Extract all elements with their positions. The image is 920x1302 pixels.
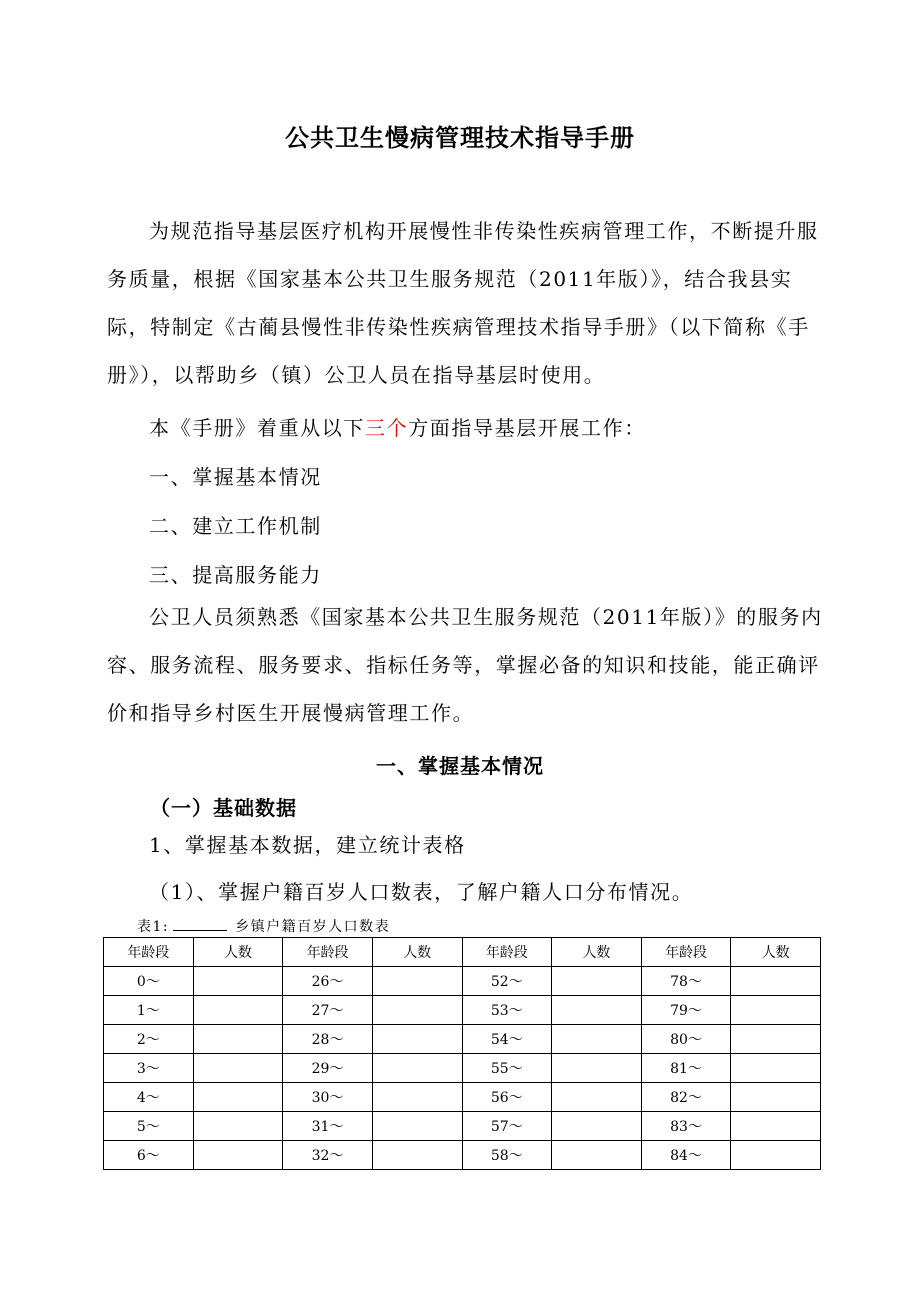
focus-line — [149, 412, 646, 441]
age-group-cell: 30～ — [283, 1083, 373, 1112]
count-cell[interactable] — [552, 1141, 642, 1170]
document-title: 公共卫生慢病管理技术指导手册 — [285, 123, 635, 152]
count-cell[interactable] — [372, 1141, 462, 1170]
count-cell[interactable] — [372, 1083, 462, 1112]
count-cell[interactable] — [731, 1141, 821, 1170]
count-cell[interactable] — [372, 1112, 462, 1141]
age-group-cell: 26～ — [283, 967, 373, 996]
age-group-cell: 29～ — [283, 1054, 373, 1083]
count-cell[interactable] — [193, 1025, 283, 1054]
table-header-cell: 人数 — [731, 938, 821, 967]
age-group-cell: 82～ — [641, 1083, 731, 1112]
count-cell[interactable] — [193, 996, 283, 1025]
caption-prefix: 表1: — [137, 919, 170, 935]
section-heading: 一、掌握基本情况 — [376, 754, 544, 778]
count-cell[interactable] — [372, 1025, 462, 1054]
age-group-cell: 80～ — [641, 1025, 731, 1054]
age-group-cell: 28～ — [283, 1025, 373, 1054]
aspect-3: 三、提高服务能力 — [149, 563, 322, 587]
item-1: 1、掌握基本数据，建立统计表格 — [149, 833, 466, 857]
caption-blank-field — [173, 916, 227, 931]
count-cell[interactable] — [372, 1054, 462, 1083]
table-row — [104, 1083, 821, 1112]
age-group-cell: 27～ — [283, 996, 373, 1025]
aspect-1: 一、掌握基本情况 — [149, 465, 322, 489]
count-cell[interactable] — [731, 1025, 821, 1054]
age-group-cell: 81～ — [641, 1054, 731, 1083]
focus-text-before: 本《手册》着重从以下 — [149, 416, 365, 440]
count-cell[interactable] — [731, 967, 821, 996]
count-cell[interactable] — [372, 996, 462, 1025]
count-cell[interactable] — [193, 1054, 283, 1083]
age-group-cell: 2～ — [104, 1025, 194, 1054]
count-cell[interactable] — [552, 967, 642, 996]
table-header-cell: 年龄段 — [641, 938, 731, 967]
table-header-cell: 人数 — [193, 938, 283, 967]
count-cell[interactable] — [193, 967, 283, 996]
focus-highlight: 三个 — [365, 416, 409, 440]
table-row — [104, 1141, 821, 1170]
count-cell[interactable] — [731, 996, 821, 1025]
table-header-row — [104, 938, 821, 967]
count-cell[interactable] — [193, 1141, 283, 1170]
focus-text-after: 方面指导基层开展工作： — [408, 416, 646, 440]
count-cell[interactable] — [731, 1112, 821, 1141]
table-row — [104, 1025, 821, 1054]
count-cell[interactable] — [552, 1083, 642, 1112]
age-group-cell: 58～ — [462, 1141, 552, 1170]
item-1-1: （1）、掌握户籍百岁人口数表，了解户籍人口分布情况。 — [149, 880, 694, 904]
age-group-cell: 6～ — [104, 1141, 194, 1170]
age-group-cell: 84～ — [641, 1141, 731, 1170]
age-group-cell: 3～ — [104, 1054, 194, 1083]
table-row — [104, 1054, 821, 1083]
table-header-cell: 年龄段 — [104, 938, 194, 967]
caption-suffix: 乡镇户籍百岁人口数表 — [235, 919, 391, 935]
age-group-cell: 4～ — [104, 1083, 194, 1112]
count-cell[interactable] — [552, 1112, 642, 1141]
table-row — [104, 1112, 821, 1141]
age-group-cell: 32～ — [283, 1141, 373, 1170]
age-group-cell: 83～ — [641, 1112, 731, 1141]
count-cell[interactable] — [372, 967, 462, 996]
subsection-heading: （一）基础数据 — [150, 796, 297, 820]
aspect-2: 二、建立工作机制 — [149, 514, 322, 538]
count-cell[interactable] — [552, 1025, 642, 1054]
count-cell[interactable] — [193, 1083, 283, 1112]
age-group-cell: 79～ — [641, 996, 731, 1025]
age-group-cell: 57～ — [462, 1112, 552, 1141]
table-header-cell: 年龄段 — [283, 938, 373, 967]
age-group-cell: 31～ — [283, 1112, 373, 1141]
table-header-cell: 年龄段 — [462, 938, 552, 967]
age-group-cell: 56～ — [462, 1083, 552, 1112]
age-group-cell: 53～ — [462, 996, 552, 1025]
count-cell[interactable] — [552, 996, 642, 1025]
age-group-cell: 54～ — [462, 1025, 552, 1054]
age-group-cell: 5～ — [104, 1112, 194, 1141]
count-cell[interactable] — [552, 1054, 642, 1083]
intro-paragraph: 为规范指导基层医疗机构开展慢性非传染性疾病管理工作，不断提升服务质量，根据《国家基本公共卫生服务规范（2011年版）》，结合我县实际，特制定《古蔺县慢性非传染性疾病管理技术指导手册》（以下简称《手册》），以帮助乡（镇）公卫人员在指导基层时使用。 — [107, 219, 819, 387]
table-caption — [137, 916, 390, 936]
count-cell[interactable] — [731, 1054, 821, 1083]
requirement-paragraph: 公卫人员须熟悉《国家基本公共卫生服务规范（2011年版）》的服务内容、服务流程、服务要求、指标任务等，掌握必备的知识和技能，能正确评价和指导乡村医生开展慢病管理工作。 — [107, 605, 823, 725]
population-table — [103, 937, 821, 1170]
age-group-cell: 52～ — [462, 967, 552, 996]
count-cell[interactable] — [193, 1112, 283, 1141]
age-group-cell: 55～ — [462, 1054, 552, 1083]
count-cell[interactable] — [731, 1083, 821, 1112]
age-group-cell: 0～ — [104, 967, 194, 996]
age-group-cell: 1～ — [104, 996, 194, 1025]
age-group-cell: 78～ — [641, 967, 731, 996]
table-row — [104, 967, 821, 996]
table-header-cell: 人数 — [552, 938, 642, 967]
table-header-cell: 人数 — [372, 938, 462, 967]
table-row — [104, 996, 821, 1025]
